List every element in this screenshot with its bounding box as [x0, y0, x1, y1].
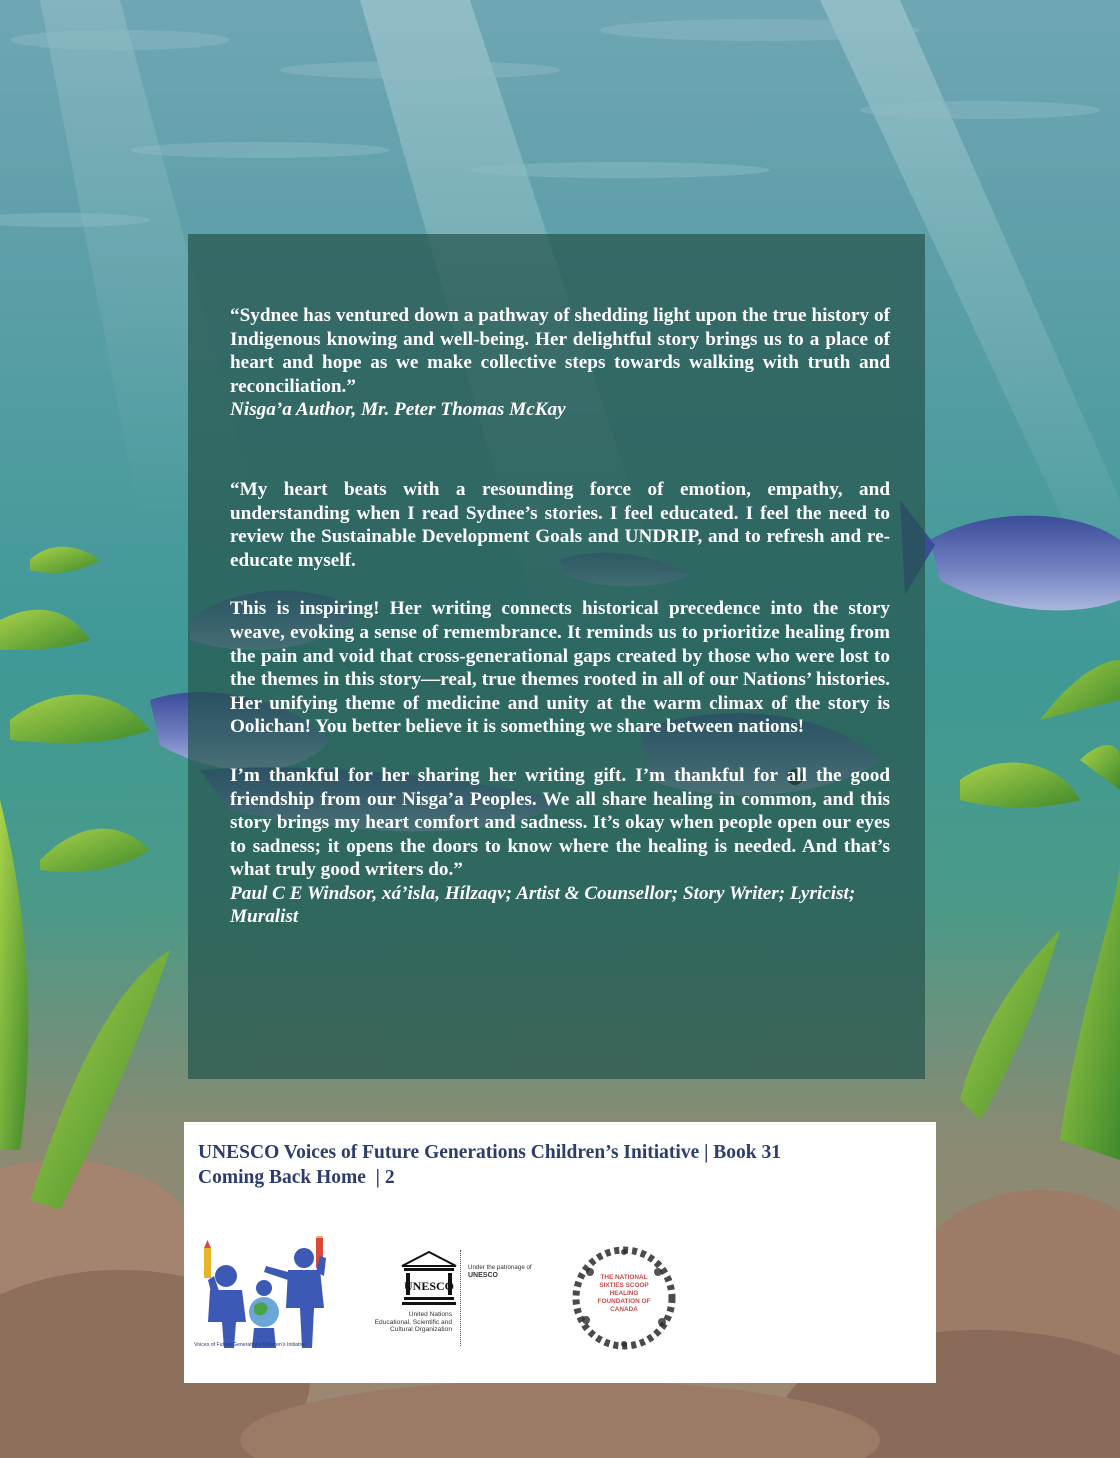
voices-logo-caption: Voices of Future Generations Children’s Initiative	[194, 1342, 307, 1348]
series-line: UNESCO Voices of Future Generations Children’s Initiative | Book 31	[198, 1142, 782, 1163]
unesco-temple-icon	[400, 1250, 458, 1312]
patronage-line-1: Under the patronage of	[468, 1264, 532, 1271]
sixties-line-5: CANADA	[610, 1306, 638, 1313]
book-title-page: Coming Back Home | 2	[198, 1167, 395, 1188]
quote-mckay-attribution: Nisga’a Author, Mr. Peter Thomas McKay	[230, 399, 566, 421]
sixties-scoop-foundation-name	[588, 1274, 660, 1314]
unesco-org-line-3: Cultural Organization	[390, 1326, 452, 1334]
unesco-org-line-1: United Nations	[408, 1311, 452, 1318]
sixties-line-1: THE NATIONAL	[600, 1274, 648, 1281]
sixties-line-4: FOUNDATION OF	[597, 1298, 651, 1305]
voices-of-future-generations-logo	[196, 1236, 336, 1352]
sixties-line-2: SIXTIES SCOOP	[599, 1282, 649, 1289]
quote-windsor-paragraph-3: I’m thankful for her sharing her writing gift. I’m thankful for all the good friendship from our Nisga’a Peoples. We all share healing in common, and this story brings my heart comfort and sadness. It’s okay when people open our eyes to sadness; it opens the doors to know where the healing is needed. And that’s what truly good writers do.”	[230, 764, 890, 881]
unesco-org-line-2: Educational, Scientific and	[374, 1318, 452, 1326]
unesco-organization-name	[344, 1311, 452, 1334]
patronage-line-2: UNESCO	[468, 1272, 498, 1279]
quote-windsor-paragraph-1: “My heart beats with a resounding force of emotion, empathy, and understanding when I read Sydnee’s stories. I feel educated. I feel the need to review the Sustainable Development Goals and UNDRIP, and to refresh and re-educate myself.	[230, 478, 890, 571]
unesco-wordmark: UNESCO	[403, 1279, 455, 1293]
quote-windsor-paragraph-2: This is inspiring! Her writing connects historical precedence into the story weave, evoking a sense of remembrance. It reminds us to prioritize healing from the pain and void that cross-generational gaps created by those who were lost to the themes in this story—real, true themes rooted in all of our Nations’ histories. Her unifying theme of medicine and unity at the warm climax of the story is Oolichan! You better believe it is something we share between nations!	[230, 598, 890, 738]
unesco-patronage	[468, 1264, 532, 1280]
quote-mckay: “Sydnee has ventured down a pathway of shedding light upon the true history of Indigenous knowing and well-being. Her delightful story brings us to a place of heart and hope as we make collective steps towards walking with truth and reconciliation.”	[230, 305, 890, 397]
sixties-line-3: HEALING	[609, 1290, 639, 1297]
series-title	[198, 1140, 781, 1190]
footer-panel	[184, 1122, 936, 1383]
testimonials	[230, 304, 890, 929]
quote-windsor-attribution: Paul C E Windsor, xá’isla, Hílzaqv; Artist & Counsellor; Story Writer; Lyricist; Muralist	[230, 882, 856, 928]
unesco-divider	[460, 1250, 461, 1346]
